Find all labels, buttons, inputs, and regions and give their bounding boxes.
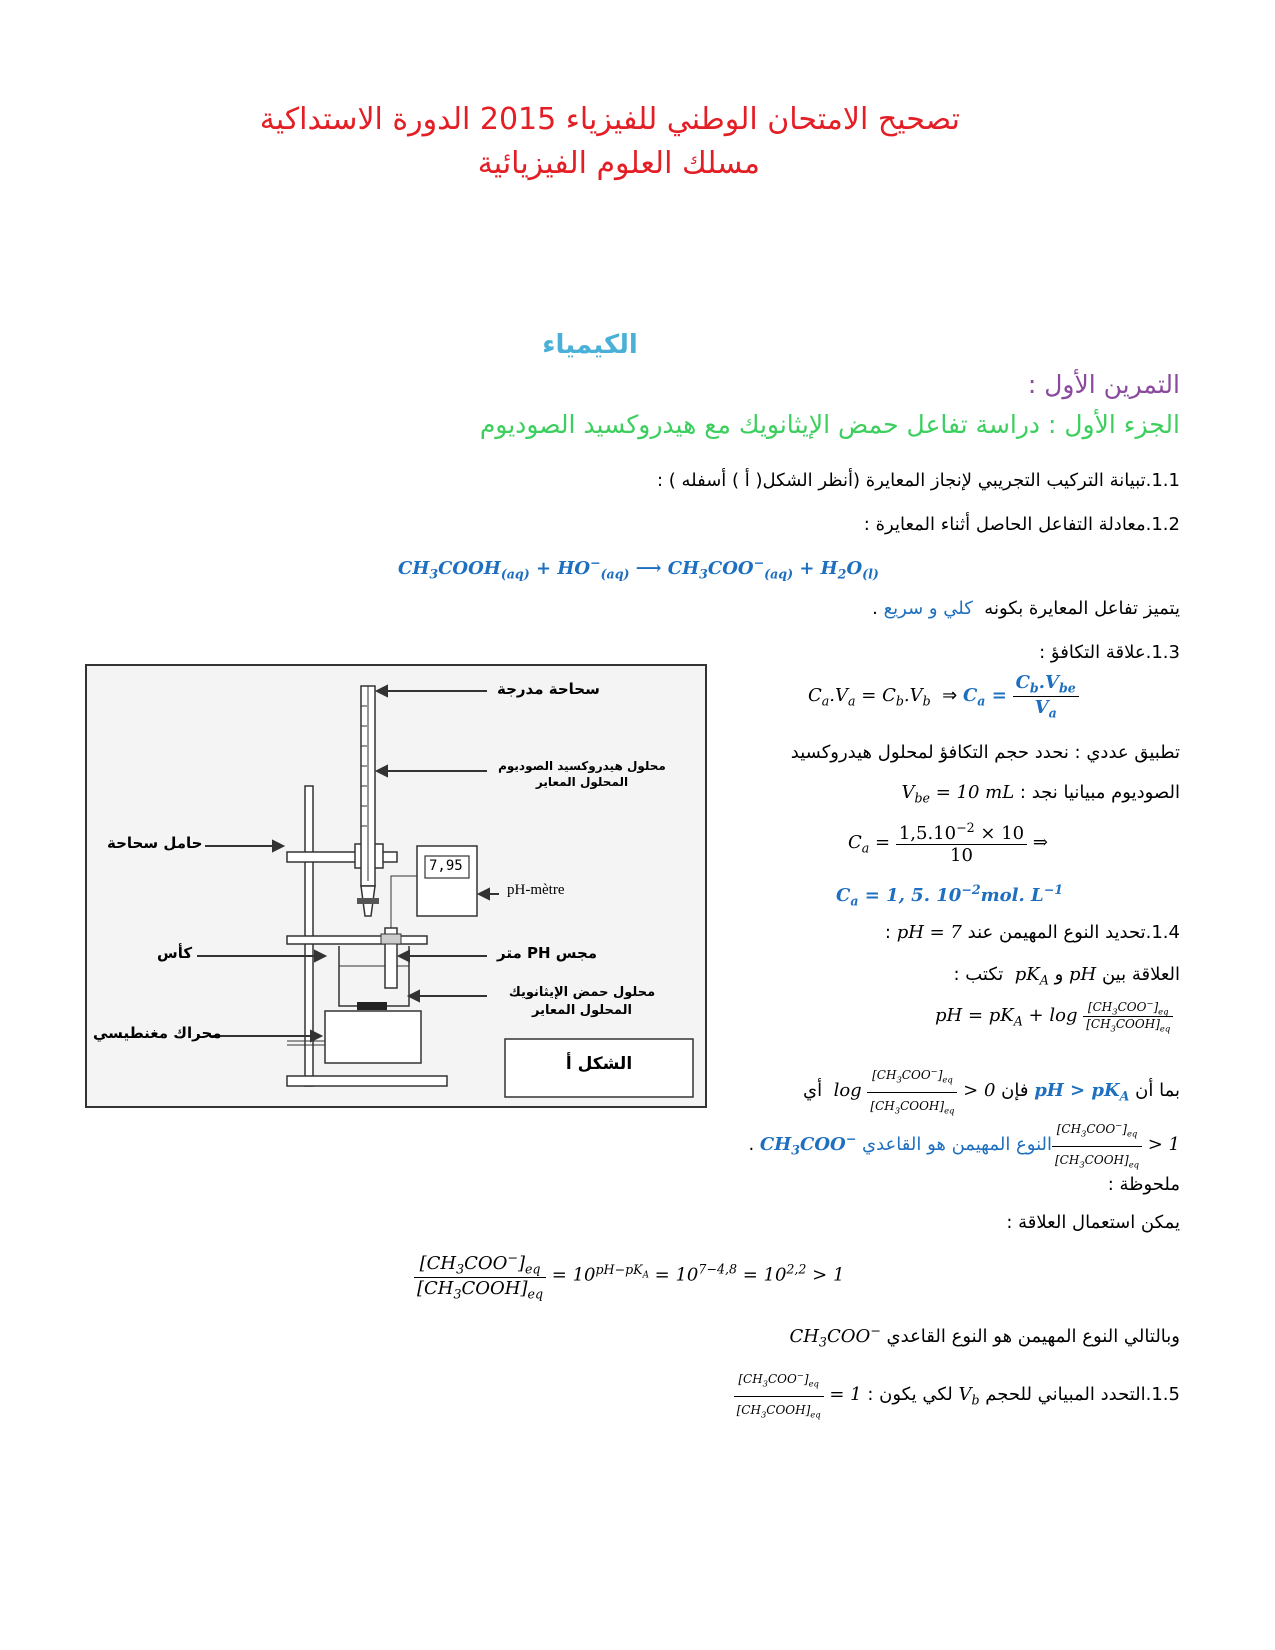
numeric-application-2: الصوديوم مبيانيا نجد : $V_{be} = 10$ mL [901,782,1180,806]
question-1-5: 1.5.التحدد المبياني للحجم $V_b$ لكي يكون : $\frac{[CH_3COO^-]_{eq}}{[CH_3COOH]_{eq}}$ = 1 [734,1362,1180,1428]
label-stirrer: محراك مغنطيسي [93,1024,222,1042]
label-burette: سحاحة مدرجة [497,680,600,698]
equivalence-formula: $C_a.V_a = C_b.V_b$ ⇒ $C_a$ = $\frac{C_b.V_{be}}{V_a}$ [808,672,1079,720]
label-naoh-solution: محلول هيدروكسيد الصوديوم المحلول المعاير [498,759,666,789]
label-ph-probe: مجس PH متر [497,944,598,962]
therefore-sentence: وبالتالي النوع المهيمن هو النوع القاعدي $CH_3COO^-$ [789,1323,1180,1350]
henderson-formula: pH = $pK_A + \log$ $\frac{[CH_3COO^-]_{eq}}{[CH_3COOH]_{eq}}$ [935,998,1173,1034]
can-use-label: يمكن استعمال العلاقة : [1006,1212,1180,1233]
since-sentence: بما أن pH > $pK_A$ فإن log $\frac{[CH_3COO^-]_{eq}}{[CH_3COOH]_{eq}}$ > 0 أي [803,1058,1180,1124]
label-beaker: كأس [157,944,193,962]
relation-sentence: العلاقة بين pH و $pK_A$ تكتب : [953,964,1180,988]
question-1-4: 1.4.تحديد النوع المهيمن عند pH = 7 : [884,922,1180,943]
label-burette-holder: حامل سحاحة [107,834,203,852]
reaction-characteristic: يتميز تفاعل المعايرة بكونه كلي و سريع . [872,598,1180,619]
label-ph-meter: pH-mètre [507,882,565,898]
section-title: الكيمياء [542,330,638,360]
label-acid-solution: محلول حمض الإيثانويك المحلول المعاير [508,985,656,1018]
question-1-2: 1.2.معادلة التفاعل الحاصل أثناء المعايرة : [863,514,1180,535]
part-title: الجزء الأول : دراسة تفاعل حمض الإيثانويك مع هيدروكسيد الصوديوم [479,410,1180,439]
titration-figure [85,664,707,1108]
numeric-application: تطبيق عددي : نحدد حجم التكافؤ لمحلول هيدروكسيد [790,742,1180,763]
note-label: ملحوظة : [1107,1174,1180,1195]
ratio-formula: $\frac{[CH_3COO^-]_{eq}}{[CH_3COOH]_{eq}}$ = $10^{pH-pK_A} = 10^{7-4,8} = 10^{2,2} > 1$ [414,1250,844,1301]
title-line-2: مسلك العلوم الفيزيائية [477,146,760,181]
title-line-1: تصحيح الامتحان الوطني للفيزياء 2015 الدورة الاستداكية [259,102,960,137]
figure-caption: الشكل أ [565,1054,633,1074]
ca-calculation: $C_a$ = $\frac{1,5.10^{-2} \times 10}{10}$ ⇒ [848,820,1048,866]
question-1-1: 1.1.تبيانة التركيب التجريبي لإنجاز المعايرة (أنظر الشكل( أ ) أسفله ) : [656,470,1180,491]
exercise-title: التمرين الأول : [1027,370,1180,399]
question-1-3: 1.3.علاقة التكافؤ : [1039,642,1180,663]
ph-meter-display: 7,95 [429,858,463,874]
ca-result: $C_a = 1$, 5. $10^{-2}mol$. $L^{-1}$ [836,882,1064,909]
reaction-equation: $CH_3COOH_{(aq)} + HO^-_{(aq)}$ ⟶ $CH_3COO^-_{(aq)} + H_2O_{(l)}$ [398,555,879,582]
dominant-sentence: $\frac{[CH_3COO^-]_{eq}}{[CH_3COOH]_{eq}}$ > 1النوع المهيمن هو القاعدي $CH_3COO^-$ . [748,1112,1180,1178]
